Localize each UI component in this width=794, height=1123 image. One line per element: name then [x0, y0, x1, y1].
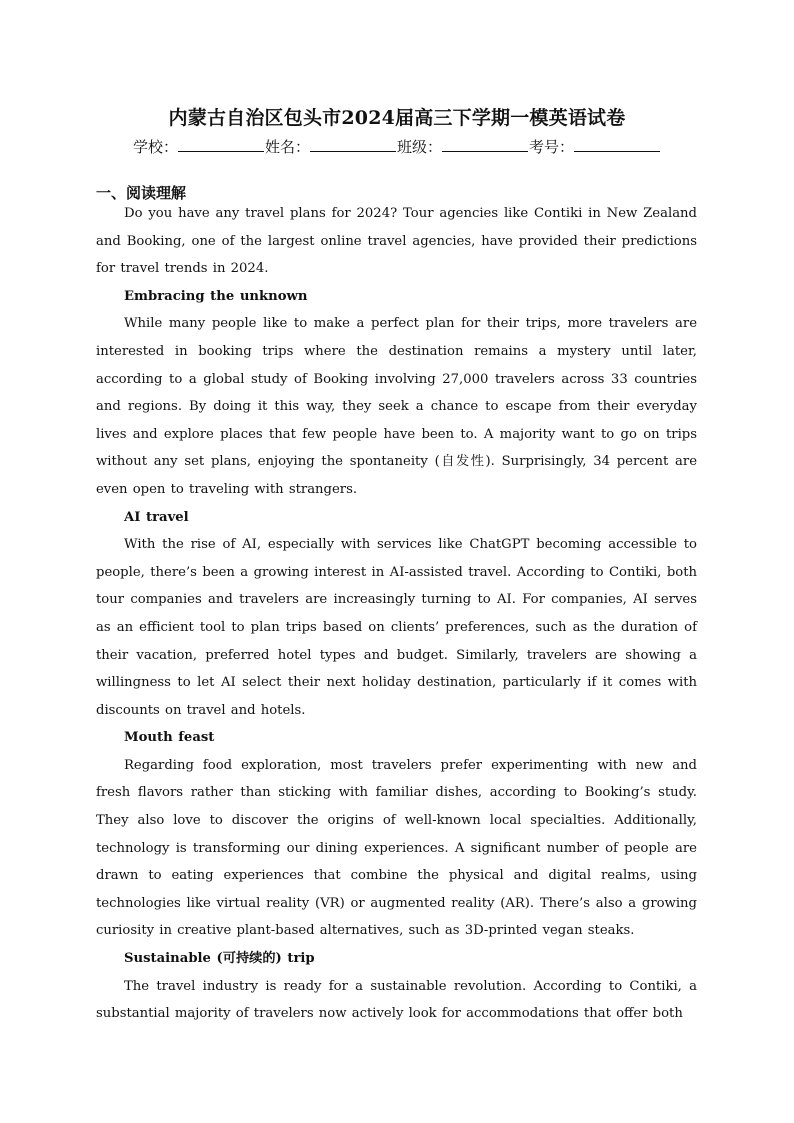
paragraph-ai-travel: With the rise of AI, especially with services like ChatGPT becoming accessible to people, there’s been a growing interest in AI-assisted travel. According to Contiki, both tour companies and travelers are increasingly turning to AI. For companies, AI serves as an efficient tool to plan trips based on clients’ preferences, such as the duration of their vacation, preferred hotel types and budget. Similarly, travelers are showing a willingness to let AI select their next holiday destination, particularly if it comes with discounts on travel and hotels.	[96, 537, 697, 718]
student-info-line	[0, 136, 794, 157]
paragraph-sustainable: The travel industry is ready for a sustainable revolution. According to Contiki, a substantial majority of travelers now actively look for accommodations that offer both	[96, 978, 697, 1022]
name-blank[interactable]	[310, 137, 396, 152]
class-label: 班级：	[397, 138, 443, 156]
class-blank[interactable]	[442, 137, 528, 152]
class-field	[397, 136, 529, 157]
reading-passage	[96, 200, 697, 1028]
subheading-embracing: Embracing the unknown	[124, 288, 308, 304]
school-label: 学校：	[132, 138, 178, 156]
page-title: 内蒙古自治区包头市2024届高三下学期一模英语试卷	[168, 107, 626, 129]
school-blank[interactable]	[178, 137, 264, 152]
number-blank[interactable]	[574, 137, 660, 152]
paragraph-mouth-feast: Regarding food exploration, most travelers prefer experimenting with new and fresh flavors rather than sticking with familiar dishes, according to Booking’s study. They also love to discover the origins of well-known local specialties. Additionally, technology is transforming our dining experiences. A significant number of people are drawn to eating experiences that combine the physical and digital realms, using technologies like virtual reality (VR) or augmented reality (AR). There’s also a growing curiosity in creative plant-based alternatives, such as 3D-printed vegan steaks.	[96, 757, 697, 939]
subheading-mouth-feast: Mouth feast	[124, 730, 215, 746]
subheading-ai-travel: AI travel	[124, 509, 189, 525]
name-field	[265, 136, 397, 157]
paragraph-embracing: While many people like to make a perfect plan for their trips, more travelers are interested in booking trips where the destination remains a mystery until later, according to a global study of Booking involving 27,000 travelers across 33 countries and regions. By doing it this way, they seek a chance to escape from their everyday lives and explore places that few people have been to. A majority want to go on trips without any set plans, enjoying the spontaneity (自发性). Surprisingly, 34 percent are even open to traveling with strangers.	[96, 316, 697, 497]
number-field	[529, 136, 661, 157]
intro-paragraph: Do you have any travel plans for 2024? Tour agencies like Contiki in New Zealand and Booking, one of the largest online travel agencies, have provided their predictions for travel trends in 2024.	[96, 206, 697, 277]
number-label: 考号：	[529, 138, 575, 156]
section-heading: 一、阅读理解	[96, 184, 187, 202]
name-label: 姓名：	[264, 138, 310, 156]
subheading-sustainable: Sustainable (可持续的) trip	[124, 951, 315, 967]
school-field	[133, 136, 265, 157]
